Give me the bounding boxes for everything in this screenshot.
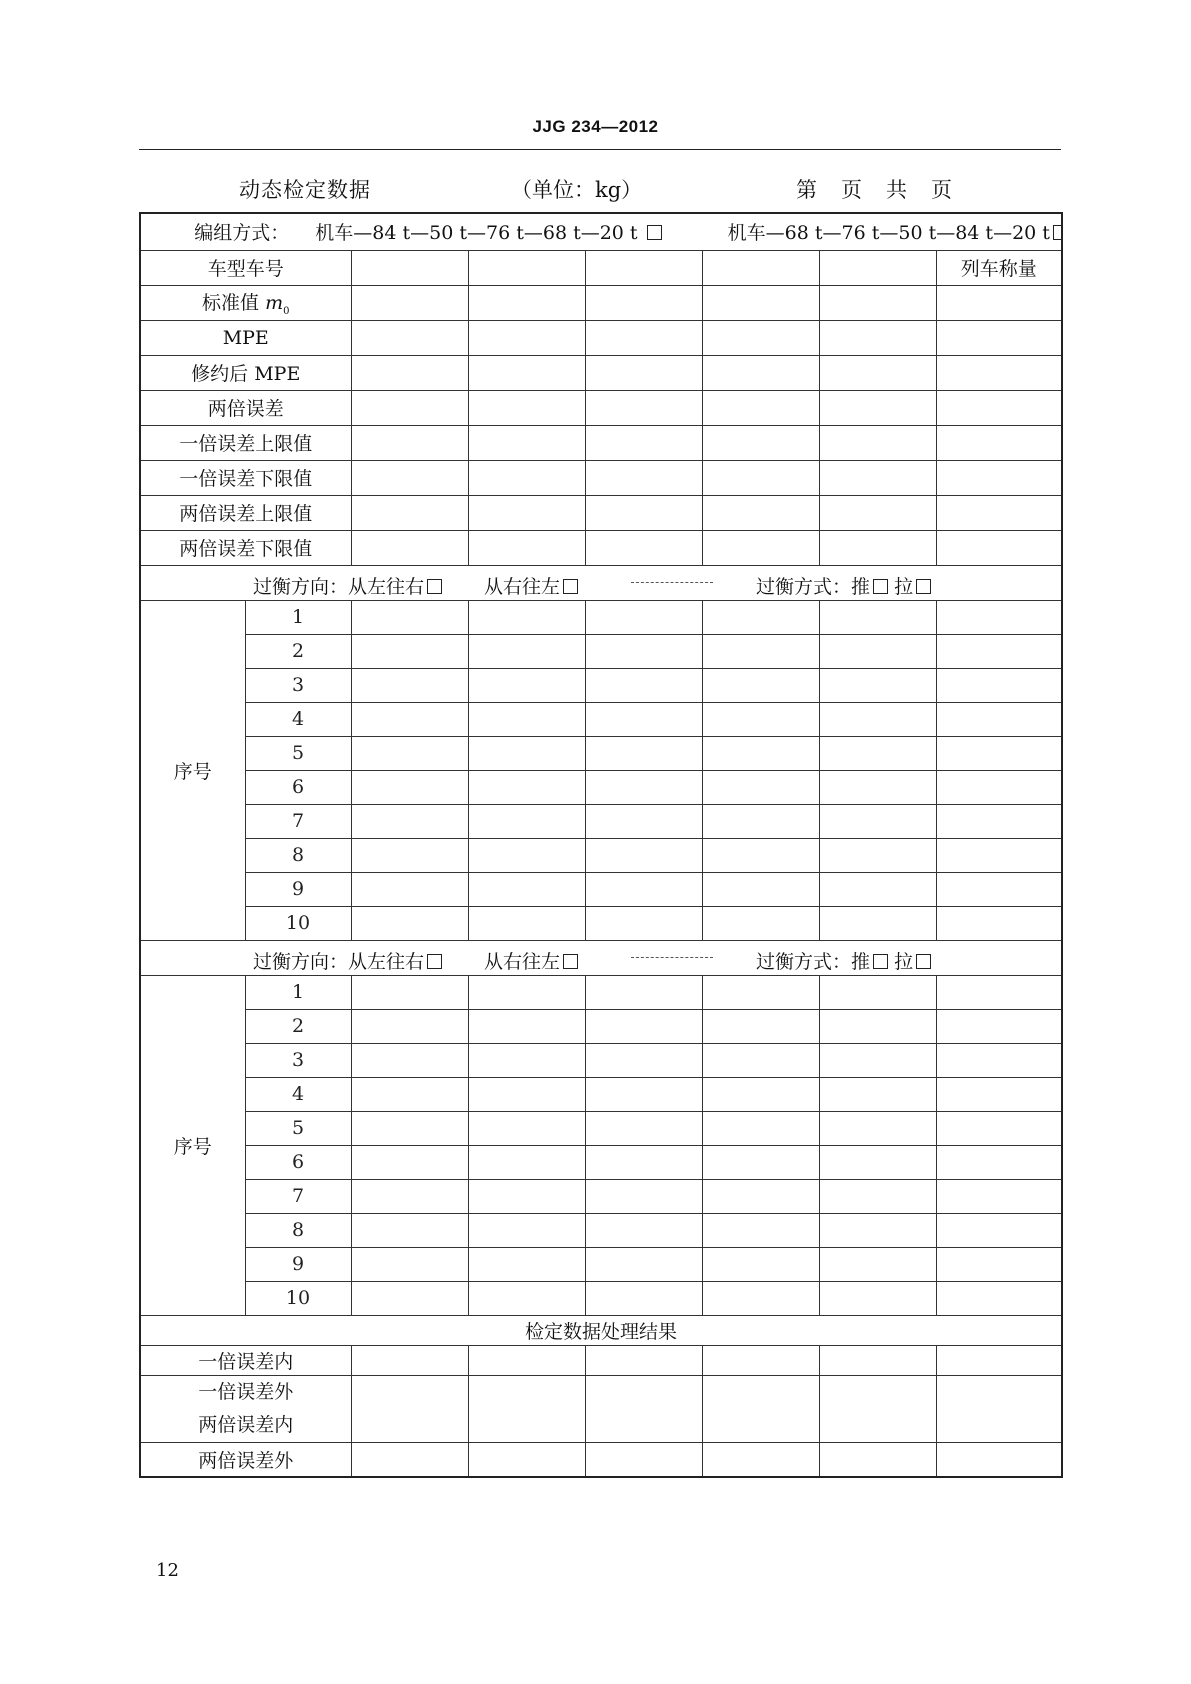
data-cell[interactable] <box>819 1145 936 1179</box>
data-cell[interactable] <box>936 736 1062 770</box>
data-cell[interactable] <box>936 668 1062 702</box>
data-cell[interactable] <box>351 1111 468 1145</box>
seq-number: 6 <box>245 1145 351 1179</box>
checkbox-right-to-left[interactable] <box>563 579 578 594</box>
car-type-row <box>140 250 1062 285</box>
page-count <box>796 174 952 204</box>
seq-number: 7 <box>245 1179 351 1213</box>
data-cell[interactable] <box>585 668 702 702</box>
data-cell[interactable] <box>351 1345 468 1375</box>
grouping-option-2: 机车—68 t—76 t—50 t—84 t—20 t <box>727 222 1050 245</box>
single-lower-row <box>140 460 1062 495</box>
data-cell[interactable] <box>351 804 468 838</box>
data-cell[interactable] <box>351 702 468 736</box>
data-cell[interactable] <box>702 838 819 872</box>
data-cell[interactable] <box>819 1442 936 1477</box>
data-cell[interactable] <box>468 668 585 702</box>
data-cell[interactable] <box>702 1345 819 1375</box>
data-cell[interactable] <box>819 634 936 668</box>
seq-label-2: 序号 <box>140 975 245 1315</box>
data-cell[interactable] <box>468 1375 585 1442</box>
data-cell[interactable] <box>585 1145 702 1179</box>
data-cell[interactable] <box>819 1077 936 1111</box>
direction-row-2 <box>140 940 1062 975</box>
seq-row <box>140 838 1062 872</box>
double-upper-label: 两倍误差上限值 <box>140 495 351 530</box>
seq-row <box>140 872 1062 906</box>
seq-number: 1 <box>245 600 351 634</box>
seq-row <box>140 1247 1062 1281</box>
checkbox-push[interactable] <box>873 954 888 969</box>
page-label: 第 <box>796 178 817 202</box>
seq-number: 5 <box>245 1111 351 1145</box>
data-cell[interactable] <box>702 736 819 770</box>
data-cell[interactable] <box>585 1247 702 1281</box>
seq-number: 6 <box>245 770 351 804</box>
data-cell[interactable] <box>468 634 585 668</box>
data-cell[interactable] <box>585 804 702 838</box>
data-cell[interactable] <box>819 736 936 770</box>
seq-number: 10 <box>245 1281 351 1315</box>
data-cell[interactable] <box>468 906 585 940</box>
data-cell[interactable] <box>702 1145 819 1179</box>
data-cell[interactable] <box>468 1247 585 1281</box>
data-cell[interactable] <box>702 770 819 804</box>
data-cell[interactable] <box>468 1179 585 1213</box>
data-cell[interactable] <box>702 975 819 1009</box>
data-cell[interactable] <box>351 1375 468 1442</box>
seq-number: 3 <box>245 1043 351 1077</box>
data-cell[interactable] <box>702 1375 819 1442</box>
rounded-mpe-row <box>140 355 1062 390</box>
rounded-mpe-label: 修约后 MPE <box>140 355 351 390</box>
data-cell[interactable] <box>702 1009 819 1043</box>
double-upper-row <box>140 495 1062 530</box>
data-cell[interactable] <box>936 1145 1062 1179</box>
data-cell[interactable] <box>468 838 585 872</box>
within-double-label: 两倍误差内 <box>198 1413 294 1436</box>
within-single-label: 一倍误差内 <box>140 1345 351 1375</box>
m0-symbol: $m_0$ <box>265 292 290 317</box>
page-number: 12 <box>156 1560 179 1581</box>
data-cell[interactable] <box>702 1442 819 1477</box>
within-single-row <box>140 1345 1062 1375</box>
seq-number: 7 <box>245 804 351 838</box>
data-cell[interactable] <box>585 634 702 668</box>
data-cell[interactable] <box>936 702 1062 736</box>
data-cell[interactable] <box>585 1009 702 1043</box>
unit-label: （单位：kg） <box>511 178 643 202</box>
data-cell[interactable] <box>702 1247 819 1281</box>
checkbox-right-to-left[interactable] <box>563 954 578 969</box>
data-cell[interactable] <box>819 872 936 906</box>
outside-single-row <box>140 1375 1062 1442</box>
checkbox-pull[interactable] <box>916 579 931 594</box>
data-cell[interactable] <box>351 838 468 872</box>
standard-value-label: 标准值 <box>202 292 260 315</box>
data-cell[interactable] <box>468 1442 585 1477</box>
seq-row <box>140 736 1062 770</box>
seq-label-1: 序号 <box>140 600 245 940</box>
data-cell[interactable] <box>819 1281 936 1315</box>
data-cell[interactable] <box>936 872 1062 906</box>
checkbox-left-to-right[interactable] <box>427 579 442 594</box>
seq-number: 9 <box>245 1247 351 1281</box>
car-type-label: 车型车号 <box>140 250 351 285</box>
seq-number: 4 <box>245 1077 351 1111</box>
mpe-row <box>140 320 1062 355</box>
data-cell[interactable] <box>351 975 468 1009</box>
data-cell[interactable] <box>585 906 702 940</box>
seq-row <box>140 1281 1062 1315</box>
data-cell[interactable] <box>351 872 468 906</box>
data-cell[interactable] <box>819 838 936 872</box>
outside-double-label: 两倍误差外 <box>140 1442 351 1477</box>
result-title-row <box>140 1315 1062 1345</box>
data-cell[interactable] <box>585 1213 702 1247</box>
data-cell[interactable] <box>819 1375 936 1442</box>
standard-code: JJG 234—2012 <box>532 117 659 136</box>
data-cell[interactable] <box>468 1145 585 1179</box>
data-cell[interactable] <box>702 1213 819 1247</box>
grouping-mode-row <box>140 213 1062 250</box>
data-cell[interactable] <box>936 1247 1062 1281</box>
data-cell[interactable] <box>936 600 1062 634</box>
seq-row <box>140 1043 1062 1077</box>
data-cell[interactable] <box>585 736 702 770</box>
data-cell[interactable] <box>702 804 819 838</box>
single-lower-label: 一倍误差下限值 <box>140 460 351 495</box>
train-weight-label: 列车称量 <box>936 250 1062 285</box>
data-cell[interactable] <box>468 1009 585 1043</box>
checkbox-pull[interactable] <box>916 954 931 969</box>
double-error-row <box>140 390 1062 425</box>
data-cell[interactable] <box>468 872 585 906</box>
total-label: 共 <box>886 178 907 202</box>
data-cell[interactable] <box>819 600 936 634</box>
seq-row <box>140 1009 1062 1043</box>
data-cell[interactable] <box>351 600 468 634</box>
data-cell[interactable] <box>936 634 1062 668</box>
dynamic-verification-table <box>139 212 1063 1478</box>
seq-number: 2 <box>245 634 351 668</box>
data-cell[interactable] <box>585 1043 702 1077</box>
data-cell[interactable] <box>351 1442 468 1477</box>
direction-right-to-left: 从右往左 <box>484 947 578 974</box>
data-cell[interactable] <box>585 1111 702 1145</box>
data-cell[interactable] <box>585 1281 702 1315</box>
data-cell[interactable] <box>585 1179 702 1213</box>
outside-double-row <box>140 1442 1062 1477</box>
data-cell[interactable] <box>702 1179 819 1213</box>
checkbox-push[interactable] <box>873 579 888 594</box>
seq-row <box>140 1111 1062 1145</box>
seq-row <box>140 634 1062 668</box>
data-cell[interactable] <box>819 975 936 1009</box>
seq-number: 3 <box>245 668 351 702</box>
seq-row <box>140 1077 1062 1111</box>
seq-number: 9 <box>245 872 351 906</box>
checkbox-left-to-right[interactable] <box>427 954 442 969</box>
checkbox-grouping-2[interactable] <box>1053 225 1062 240</box>
data-cell[interactable] <box>819 770 936 804</box>
single-upper-row <box>140 425 1062 460</box>
data-cell[interactable] <box>468 1281 585 1315</box>
data-cell[interactable] <box>702 1111 819 1145</box>
data-cell[interactable] <box>585 702 702 736</box>
seq-number: 8 <box>245 838 351 872</box>
data-cell[interactable] <box>936 1009 1062 1043</box>
data-cell[interactable] <box>585 600 702 634</box>
data-cell[interactable] <box>702 600 819 634</box>
data-cell[interactable] <box>351 1043 468 1077</box>
data-cell[interactable] <box>702 872 819 906</box>
data-cell[interactable] <box>585 1442 702 1477</box>
data-cell[interactable] <box>819 1111 936 1145</box>
data-cell[interactable] <box>351 1247 468 1281</box>
data-cell[interactable] <box>819 668 936 702</box>
double-lower-label: 两倍误差下限值 <box>140 530 351 565</box>
data-cell[interactable] <box>936 975 1062 1009</box>
data-cell[interactable] <box>702 634 819 668</box>
data-cell[interactable] <box>936 1111 1062 1145</box>
data-cell[interactable] <box>585 1375 702 1442</box>
direction-right-to-left: 从右往左 <box>484 572 578 599</box>
data-cell[interactable] <box>936 1345 1062 1375</box>
seq-row <box>140 1179 1062 1213</box>
data-cell[interactable] <box>936 1213 1062 1247</box>
weighing-method: 过衡方式：推 拉 <box>756 947 931 974</box>
seq-row <box>140 1145 1062 1179</box>
data-cell[interactable] <box>468 736 585 770</box>
data-cell[interactable] <box>468 702 585 736</box>
data-cell[interactable] <box>351 1077 468 1111</box>
data-cell[interactable] <box>585 770 702 804</box>
data-cell[interactable] <box>351 634 468 668</box>
data-cell[interactable] <box>819 1009 936 1043</box>
direction-row-1 <box>140 565 1062 600</box>
header-rule <box>139 149 1061 150</box>
seq-row <box>140 804 1062 838</box>
total-suffix: 页 <box>931 178 952 202</box>
seq-number: 2 <box>245 1009 351 1043</box>
data-cell[interactable] <box>468 1111 585 1145</box>
data-cell[interactable] <box>702 906 819 940</box>
seq-row <box>140 975 1062 1009</box>
page-suffix: 页 <box>841 178 862 202</box>
seq-number: 1 <box>245 975 351 1009</box>
seq-number: 8 <box>245 1213 351 1247</box>
data-cell[interactable] <box>702 1043 819 1077</box>
double-lower-row <box>140 530 1062 565</box>
data-cell[interactable] <box>468 770 585 804</box>
data-cell[interactable] <box>351 1213 468 1247</box>
data-cell[interactable] <box>468 1077 585 1111</box>
data-cell[interactable] <box>468 1345 585 1375</box>
data-cell[interactable] <box>351 906 468 940</box>
standard-value-row <box>140 285 1062 320</box>
data-cell[interactable] <box>936 1077 1062 1111</box>
data-cell[interactable] <box>351 736 468 770</box>
data-cell[interactable] <box>351 1145 468 1179</box>
data-cell[interactable] <box>351 668 468 702</box>
data-cell[interactable] <box>351 1179 468 1213</box>
direction-left-to-right: 过衡方向：从左往右 <box>253 572 442 599</box>
data-cell[interactable] <box>936 1442 1062 1477</box>
seq-number: 10 <box>245 906 351 940</box>
data-cell[interactable] <box>702 668 819 702</box>
seq-row <box>140 702 1062 736</box>
title-row <box>139 174 1061 204</box>
data-cell[interactable] <box>468 600 585 634</box>
seq-number: 5 <box>245 736 351 770</box>
data-cell[interactable] <box>936 838 1062 872</box>
data-cell[interactable] <box>819 906 936 940</box>
seq-row <box>140 906 1062 940</box>
data-cell[interactable] <box>936 906 1062 940</box>
seq-row <box>140 770 1062 804</box>
data-cell[interactable] <box>819 1179 936 1213</box>
data-cell[interactable] <box>351 770 468 804</box>
data-cell[interactable] <box>585 872 702 906</box>
seq-row <box>140 668 1062 702</box>
single-upper-label: 一倍误差上限值 <box>140 425 351 460</box>
data-cell[interactable] <box>936 1281 1062 1315</box>
data-cell[interactable] <box>819 1213 936 1247</box>
data-cell[interactable] <box>468 1213 585 1247</box>
outside-single-label: 一倍误差外 <box>198 1380 294 1403</box>
data-cell[interactable] <box>819 804 936 838</box>
seq-row <box>140 600 1062 634</box>
seq-number: 4 <box>245 702 351 736</box>
data-cell[interactable] <box>351 1009 468 1043</box>
data-cell[interactable] <box>702 1281 819 1315</box>
data-cell[interactable] <box>702 702 819 736</box>
data-cell[interactable] <box>819 702 936 736</box>
data-cell[interactable] <box>351 1281 468 1315</box>
direction-left-to-right: 过衡方向：从左往右 <box>253 947 442 974</box>
data-cell[interactable] <box>468 975 585 1009</box>
data-cell[interactable] <box>585 1077 702 1111</box>
data-cell[interactable] <box>585 1345 702 1375</box>
grouping-mode-label: 编组方式： <box>194 222 290 245</box>
data-cell[interactable] <box>819 1345 936 1375</box>
grouping-option-1: 机车—84 t—50 t—76 t—68 t—20 t <box>315 222 638 245</box>
data-cell[interactable] <box>702 1077 819 1111</box>
data-cell[interactable] <box>468 804 585 838</box>
weighing-method: 过衡方式：推 拉 <box>756 572 931 599</box>
seq-row <box>140 1213 1062 1247</box>
data-cell[interactable] <box>936 1375 1062 1442</box>
data-cell[interactable] <box>936 1179 1062 1213</box>
data-cell[interactable] <box>936 1043 1062 1077</box>
data-cell[interactable] <box>819 1247 936 1281</box>
data-cell[interactable] <box>936 770 1062 804</box>
checkbox-grouping-1[interactable] <box>647 225 662 240</box>
data-cell[interactable] <box>585 975 702 1009</box>
result-title: 检定数据处理结果 <box>140 1315 1062 1345</box>
mpe-label: MPE <box>140 320 351 355</box>
form-title: 动态检定数据 <box>239 178 371 202</box>
data-cell[interactable] <box>819 1043 936 1077</box>
dash-separator <box>631 582 713 583</box>
double-error-label: 两倍误差 <box>140 390 351 425</box>
data-cell[interactable] <box>468 1043 585 1077</box>
dash-separator <box>631 957 713 958</box>
data-cell[interactable] <box>936 804 1062 838</box>
data-cell[interactable] <box>585 838 702 872</box>
